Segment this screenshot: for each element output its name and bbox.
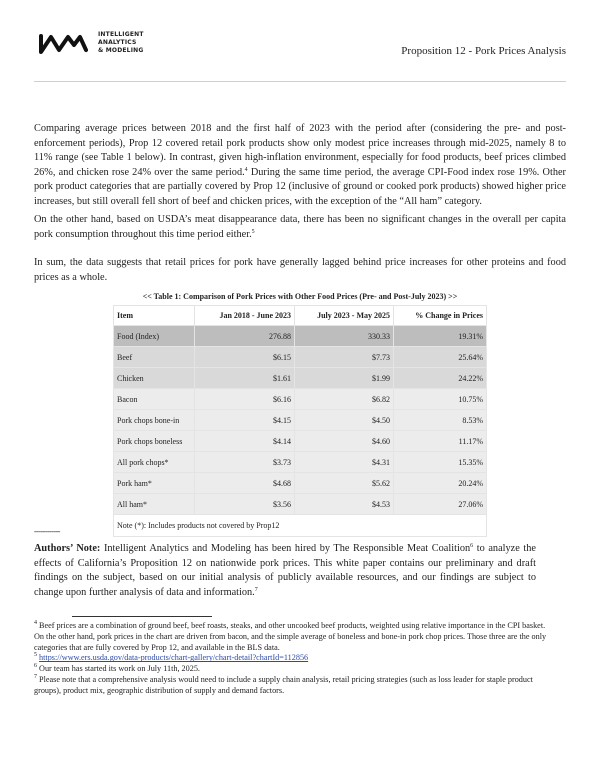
document-title: Proposition 12 - Pork Prices Analysis — [401, 45, 566, 57]
logo-line-2: ANALYTICS — [98, 39, 137, 46]
table-row — [114, 473, 487, 494]
cell-post: $1.99 — [295, 368, 394, 389]
column-header-item: Item — [114, 306, 195, 326]
section-separator: ------------ — [34, 527, 60, 536]
table-row — [114, 347, 487, 368]
table-row — [114, 431, 487, 452]
table-row — [114, 494, 487, 515]
logo-line-3: & MODELING — [98, 47, 144, 54]
paragraph-text: Comparing average prices between 2018 and the first half of 2023 with the period after (considering the pre- and post-enforcement periods), Prop 12 covered retail pork products show only modest price increases through mid-2025, namely 8 to 11% range (see Table 1 below). In contrast, given high-inflation environment, especially for food products, beef prices climbed 26%, and chicken rose 24% over the same period. — [34, 123, 566, 178]
cell-post: $4.50 — [295, 410, 394, 431]
header-divider — [34, 81, 566, 82]
footnote-number: 7 — [34, 673, 37, 680]
table-row — [114, 389, 487, 410]
cell-pre: $4.15 — [195, 410, 295, 431]
cell-change: 24.22% — [394, 368, 487, 389]
cell-post: $4.31 — [295, 452, 394, 473]
price-comparison-table — [113, 305, 487, 537]
footnote-ref-5[interactable]: 5 — [251, 228, 255, 235]
usda-chart-link[interactable]: https://www.ers.usda.gov/data-products/chart-gallery/chart-detail?chartId=112856 — [39, 653, 309, 663]
table-row — [114, 326, 487, 347]
footnote-text: Please note that a comprehensive analysis would need to include a supply chain analysis, retail pricing strategies (such as loss leader for staple product groups), product mix, geographic distribution of supply and demand factors. — [34, 674, 533, 695]
cell-post: $6.82 — [295, 389, 394, 410]
column-header-pre: Jan 2018 - June 2023 — [195, 306, 295, 326]
cell-item: Pork chops boneless — [114, 431, 195, 452]
paragraph-text: On the other hand, based on USDA’s meat disappearance data, there has been no significant changes in the overall per capita pork consumption throughout this time period either. — [34, 214, 566, 240]
cell-change: 19.31% — [394, 326, 487, 347]
table-caption: << Table 1: Comparison of Pork Prices with Other Food Prices (Pre- and Post-July 2023) >> — [142, 292, 458, 301]
cell-pre: $4.68 — [195, 473, 295, 494]
page-header — [0, 0, 600, 100]
footnote-6 — [34, 664, 554, 675]
cell-post: 330.33 — [295, 326, 394, 347]
paragraph-summary: In sum, the data suggests that retail prices for pork have generally lagged behind price increases for other proteins and food prices as a whole. — [34, 257, 566, 283]
cell-pre: 276.88 — [195, 326, 295, 347]
cell-item: All ham* — [114, 494, 195, 515]
cell-post: $7.73 — [295, 347, 394, 368]
paragraph-text: During the same time period, the average CPI-Food index rose 19%. Other pork product categories that are partially covered by Prop 12 (inclusive of ground or cooked pork products) showed higher price increases, but still overall fell short of beef and chicken prices, with the exception of the “All ham” category. — [34, 166, 566, 207]
cell-change: 27.06% — [394, 494, 487, 515]
cell-item: All pork chops* — [114, 452, 195, 473]
footnote-number: 6 — [34, 663, 37, 670]
footnotes — [34, 621, 554, 697]
footnote-5 — [34, 653, 554, 664]
cell-change: 15.35% — [394, 452, 487, 473]
cell-post: $4.60 — [295, 431, 394, 452]
footnote-ref-7[interactable]: 7 — [254, 586, 258, 593]
cell-item: Pork chops bone-in — [114, 410, 195, 431]
table-row — [114, 452, 487, 473]
paragraph-consumption — [34, 213, 566, 242]
iam-logo-icon — [38, 30, 88, 56]
cell-post: $4.53 — [295, 494, 394, 515]
cell-change: 11.17% — [394, 431, 487, 452]
table-note: Note (*): Includes products not covered by Prop12 — [114, 515, 487, 537]
cell-pre: $1.61 — [195, 368, 295, 389]
cell-post: $5.62 — [295, 473, 394, 494]
cell-item: Bacon — [114, 389, 195, 410]
footnote-number: 4 — [34, 620, 37, 626]
cell-item: Pork ham* — [114, 473, 195, 494]
footnote-ref-4[interactable]: 4 — [244, 166, 248, 173]
authors-note-label: Authors’ Note: — [34, 543, 101, 554]
footnote-ref-6[interactable]: 6 — [470, 543, 474, 549]
footnote-7 — [34, 675, 554, 697]
table-header-row — [114, 306, 487, 326]
logo-text — [98, 31, 144, 55]
cell-item: Food (Index) — [114, 326, 195, 347]
cell-change: 10.75% — [394, 389, 487, 410]
cell-pre: $6.16 — [195, 389, 295, 410]
cell-item: Chicken — [114, 368, 195, 389]
cell-change: 20.24% — [394, 473, 487, 494]
table-note-row — [114, 515, 487, 537]
authors-note-text: Intelligent Analytics and Modeling has been hired by The Responsible Meat Coalition — [100, 543, 471, 554]
footnote-text: Beef prices are a combination of ground beef, beef roasts, steaks, and other uncooked beef products, weighted using relative importance in the CPI basket. On the other hand, pork prices in the chart are driven from bacon, and the simple average of boneless and bone-in pork chop prices. Those three are the only categories that are fully covered by Prop 12, and available in the BLS data. — [34, 621, 547, 652]
footnote-4 — [34, 621, 554, 653]
table-row — [114, 410, 487, 431]
cell-pre: $6.15 — [195, 347, 295, 368]
footnote-divider — [72, 616, 212, 617]
logo-line-1: INTELLIGENT — [98, 31, 144, 38]
company-logo — [38, 30, 144, 56]
cell-change: 8.53% — [394, 410, 487, 431]
cell-item: Beef — [114, 347, 195, 368]
footnote-text: Our team has started its work on July 11th, 2025. — [37, 664, 200, 674]
cell-pre: $4.14 — [195, 431, 295, 452]
authors-note — [34, 542, 536, 600]
column-header-change: % Change in Prices — [394, 306, 487, 326]
column-header-post: July 2023 - May 2025 — [295, 306, 394, 326]
table-row — [114, 368, 487, 389]
paragraph-comparison — [34, 122, 566, 210]
cell-change: 25.64% — [394, 347, 487, 368]
cell-pre: $3.73 — [195, 452, 295, 473]
cell-pre: $3.56 — [195, 494, 295, 515]
authors-note-text: to analyze the effects of California’s Proposition 12 on nationwide pork prices. This white paper contains our preliminary and draft findings on the subject, based on our initial analysis of publicly available resources, and our findings are subject to change upon further analysis of data and information. — [34, 543, 536, 598]
footnote-number: 5 — [34, 652, 37, 659]
